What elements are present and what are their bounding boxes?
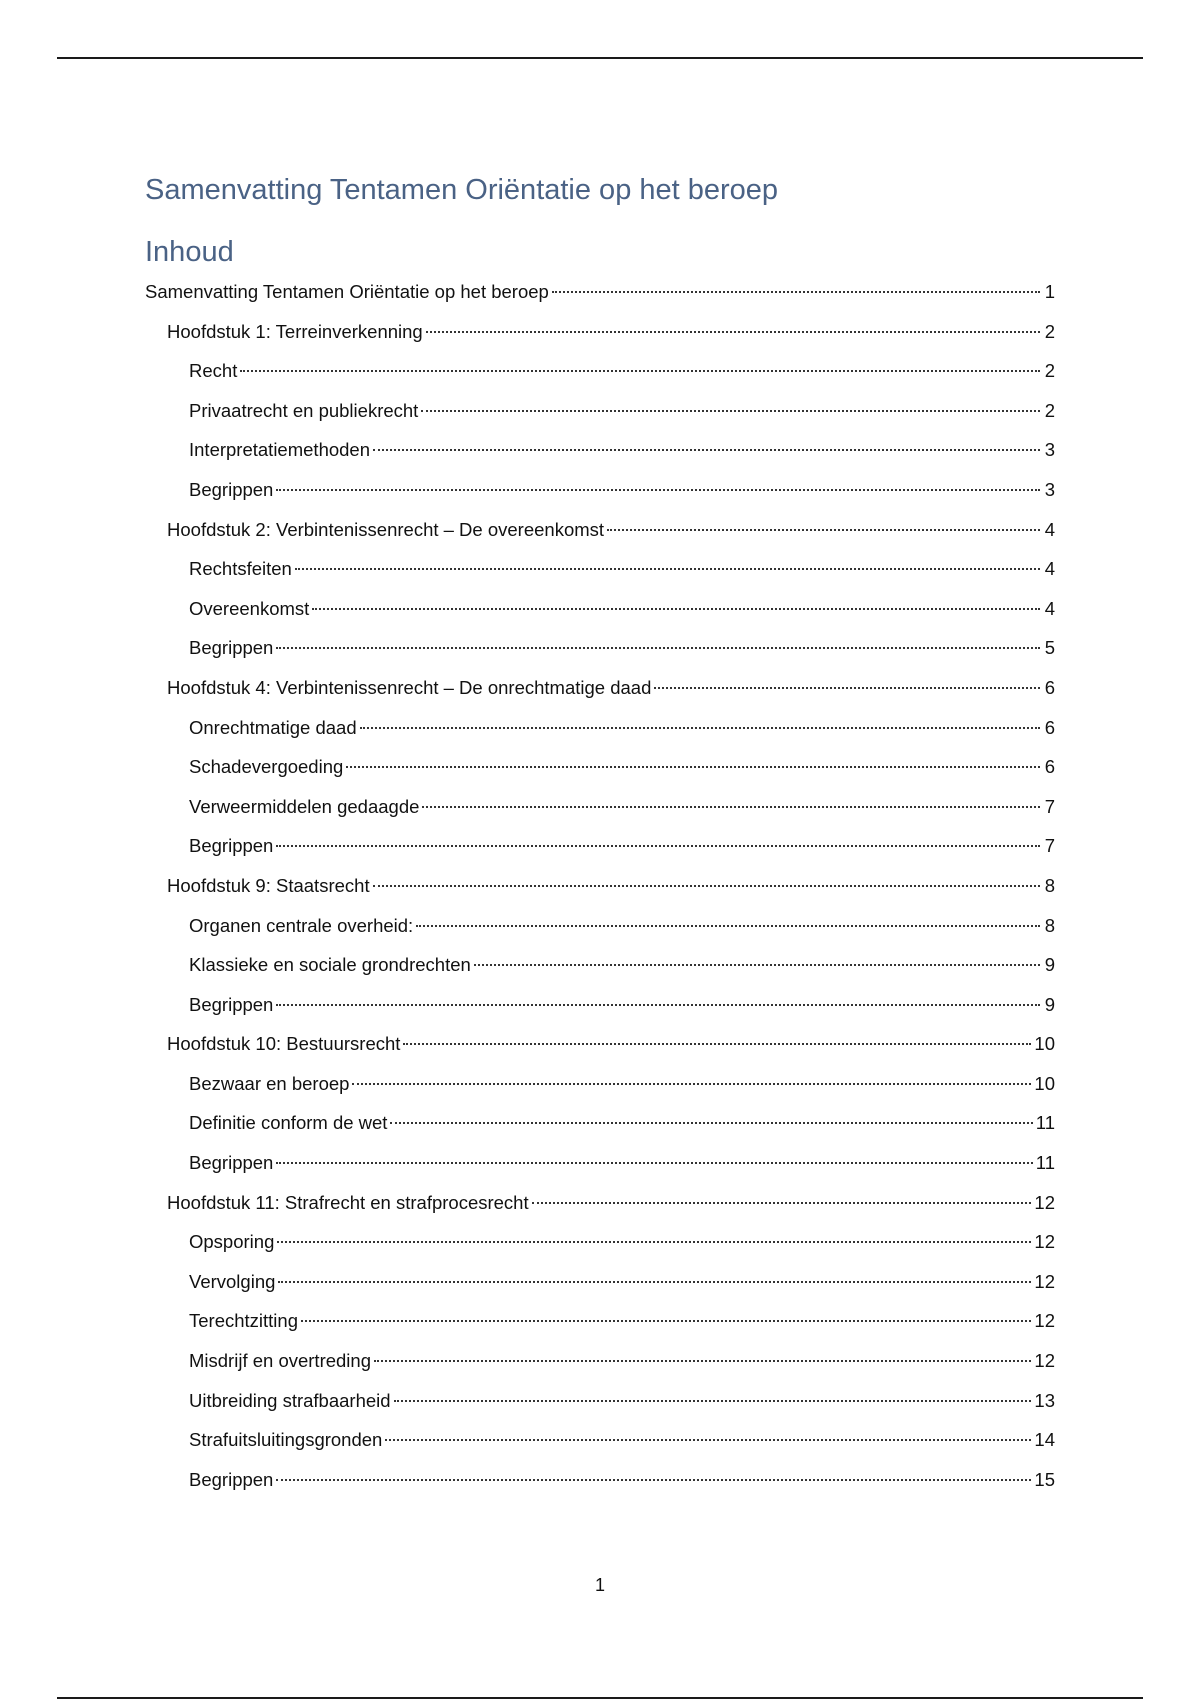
toc-entry-page: 7 xyxy=(1044,795,1055,817)
toc-entry[interactable] xyxy=(145,549,1055,589)
toc-entry[interactable] xyxy=(145,708,1055,748)
footer-rule xyxy=(57,1697,1143,1699)
toc-entry-label: Begrippen xyxy=(189,1468,274,1490)
toc-entry[interactable] xyxy=(145,589,1055,629)
toc-entry[interactable] xyxy=(145,945,1055,985)
toc-entry-label: Verweermiddelen gedaagde xyxy=(189,795,420,817)
toc-entry-page: 4 xyxy=(1044,518,1055,540)
toc-entry[interactable] xyxy=(145,826,1055,866)
toc-entry-label: Recht xyxy=(189,360,238,382)
toc-dot-leader xyxy=(552,291,1040,293)
toc-entry[interactable] xyxy=(145,1381,1055,1421)
toc-entry-label: Begrippen xyxy=(189,1152,274,1174)
toc-entry-page: 8 xyxy=(1044,914,1055,936)
toc-dot-leader xyxy=(607,529,1040,531)
toc-entry[interactable] xyxy=(145,906,1055,946)
toc-entry-page: 6 xyxy=(1044,756,1055,778)
header-rule xyxy=(57,57,1143,59)
toc-entry-page: 9 xyxy=(1044,954,1055,976)
toc-entry[interactable] xyxy=(145,1143,1055,1183)
toc-dot-leader xyxy=(277,1241,1031,1243)
toc-dot-leader xyxy=(276,489,1040,491)
toc-dot-leader xyxy=(301,1320,1031,1322)
toc-entry-page: 5 xyxy=(1044,637,1055,659)
toc-entry-page: 3 xyxy=(1044,478,1055,500)
toc-entry-page: 10 xyxy=(1034,1072,1055,1094)
toc-dot-leader xyxy=(373,885,1040,887)
toc-entry-label: Terechtzitting xyxy=(189,1310,298,1332)
toc-entry[interactable] xyxy=(145,787,1055,827)
toc-entry-page: 6 xyxy=(1044,676,1055,698)
toc-entry[interactable] xyxy=(145,1103,1055,1143)
toc-entry[interactable] xyxy=(145,866,1055,906)
toc-entry-label: Overeenkomst xyxy=(189,597,310,619)
toc-dot-leader xyxy=(295,568,1040,570)
toc-dot-leader xyxy=(421,410,1040,412)
toc-entry[interactable] xyxy=(145,1183,1055,1223)
toc-dot-leader xyxy=(278,1281,1031,1283)
toc-entry-page: 11 xyxy=(1035,1152,1055,1174)
toc-dot-leader xyxy=(390,1122,1032,1124)
toc-entry[interactable] xyxy=(145,430,1055,470)
toc-entry-label: Samenvatting Tentamen Oriëntatie op het beroep xyxy=(145,281,549,302)
toc-dot-leader xyxy=(373,449,1040,451)
toc-entry-label: Hoofdstuk 11: Strafrecht en strafprocesrecht xyxy=(167,1191,529,1213)
toc-entry-page: 1 xyxy=(1044,281,1055,302)
toc-dot-leader xyxy=(352,1083,1031,1085)
toc-entry[interactable] xyxy=(145,1420,1055,1460)
toc-entry[interactable] xyxy=(145,351,1055,391)
toc-entry[interactable] xyxy=(145,1262,1055,1302)
toc-dot-leader xyxy=(426,331,1040,333)
toc-entry-page: 14 xyxy=(1034,1429,1055,1451)
toc-entry[interactable] xyxy=(145,985,1055,1025)
toc-dot-leader xyxy=(416,925,1040,927)
toc-entry-label: Privaatrecht en publiekrecht xyxy=(189,399,419,421)
toc-entry-label: Schadevergoeding xyxy=(189,756,344,778)
toc-entry-page: 11 xyxy=(1035,1112,1055,1134)
toc-entry-page: 4 xyxy=(1044,597,1055,619)
toc-dot-leader xyxy=(276,1004,1040,1006)
table-of-contents xyxy=(145,272,1055,1499)
toc-entry-label: Hoofdstuk 10: Bestuursrecht xyxy=(167,1033,401,1055)
toc-entry[interactable] xyxy=(145,1460,1055,1500)
toc-dot-leader xyxy=(276,1162,1032,1164)
toc-entry-label: Definitie conform de wet xyxy=(189,1112,388,1134)
toc-dot-leader xyxy=(374,1360,1031,1362)
toc-dot-leader xyxy=(312,608,1040,610)
toc-entry-label: Begrippen xyxy=(189,637,274,659)
toc-entry-label: Bezwaar en beroep xyxy=(189,1072,350,1094)
toc-dot-leader xyxy=(276,845,1040,847)
toc-entry-label: Vervolging xyxy=(189,1270,276,1292)
toc-entry-page: 4 xyxy=(1044,558,1055,580)
toc-entry-label: Rechtsfeiten xyxy=(189,558,292,580)
toc-entry-label: Hoofdstuk 4: Verbintenissenrecht – De onrechtmatige daad xyxy=(167,676,652,698)
toc-entry-label: Begrippen xyxy=(189,478,274,500)
toc-entry-label: Begrippen xyxy=(189,835,274,857)
toc-entry-page: 12 xyxy=(1034,1270,1055,1292)
toc-entry-label: Klassieke en sociale grondrechten xyxy=(189,954,471,976)
toc-entry[interactable] xyxy=(145,1024,1055,1064)
toc-entry-label: Onrechtmatige daad xyxy=(189,716,357,738)
toc-entry-label: Interpretatiemethoden xyxy=(189,439,371,461)
toc-dot-leader xyxy=(385,1439,1031,1441)
toc-entry-page: 7 xyxy=(1044,835,1055,857)
toc-entry[interactable] xyxy=(145,628,1055,668)
toc-entry-label: Opsporing xyxy=(189,1231,275,1253)
toc-entry-label: Misdrijf en overtreding xyxy=(189,1350,371,1372)
toc-entry-label: Hoofdstuk 9: Staatsrecht xyxy=(167,874,370,896)
toc-entry-label: Hoofdstuk 1: Terreinverkenning xyxy=(167,320,423,342)
toc-entry[interactable] xyxy=(145,272,1055,312)
toc-entry-page: 10 xyxy=(1034,1033,1055,1055)
document-page xyxy=(145,165,1055,1499)
toc-entry-page: 8 xyxy=(1044,874,1055,896)
toc-entry-page: 2 xyxy=(1044,399,1055,421)
toc-dot-leader xyxy=(276,1479,1031,1481)
toc-entry[interactable] xyxy=(145,1222,1055,1262)
toc-entry-page: 3 xyxy=(1044,439,1055,461)
toc-dot-leader xyxy=(474,964,1040,966)
toc-entry[interactable] xyxy=(145,1301,1055,1341)
toc-entry-label: Hoofdstuk 2: Verbintenissenrecht – De overeenkomst xyxy=(167,518,605,540)
toc-entry-page: 12 xyxy=(1034,1310,1055,1332)
toc-dot-leader xyxy=(422,806,1040,808)
toc-entry-label: Uitbreiding strafbaarheid xyxy=(189,1389,391,1411)
toc-heading: Inhoud xyxy=(145,236,234,268)
toc-entry-page: 9 xyxy=(1044,993,1055,1015)
toc-entry[interactable] xyxy=(145,470,1055,510)
toc-entry-page: 6 xyxy=(1044,716,1055,738)
toc-entry[interactable] xyxy=(145,1064,1055,1104)
toc-entry-page: 13 xyxy=(1034,1389,1055,1411)
toc-entry-page: 12 xyxy=(1034,1350,1055,1372)
toc-entry-page: 2 xyxy=(1044,320,1055,342)
toc-entry[interactable] xyxy=(145,312,1055,352)
toc-entry-page: 2 xyxy=(1044,360,1055,382)
toc-entry[interactable] xyxy=(145,668,1055,708)
toc-entry[interactable] xyxy=(145,1341,1055,1381)
toc-entry-label: Organen centrale overheid: xyxy=(189,914,414,936)
toc-dot-leader xyxy=(346,766,1040,768)
toc-dot-leader xyxy=(394,1400,1032,1402)
toc-dot-leader xyxy=(276,647,1040,649)
toc-entry-label: Begrippen xyxy=(189,993,274,1015)
toc-dot-leader xyxy=(654,687,1040,689)
toc-entry[interactable] xyxy=(145,391,1055,431)
toc-dot-leader xyxy=(240,370,1040,372)
toc-entry-page: 12 xyxy=(1034,1191,1055,1213)
toc-dot-leader xyxy=(360,727,1040,729)
toc-dot-leader xyxy=(403,1043,1031,1045)
toc-entry[interactable] xyxy=(145,510,1055,550)
document-title: Samenvatting Tentamen Oriëntatie op het beroep xyxy=(145,174,779,206)
toc-dot-leader xyxy=(532,1202,1032,1204)
page-number: 1 xyxy=(594,1575,605,1595)
toc-entry-page: 15 xyxy=(1034,1468,1055,1490)
toc-entry-label: Strafuitsluitingsgronden xyxy=(189,1429,383,1451)
toc-entry-page: 12 xyxy=(1034,1231,1055,1253)
toc-entry[interactable] xyxy=(145,747,1055,787)
